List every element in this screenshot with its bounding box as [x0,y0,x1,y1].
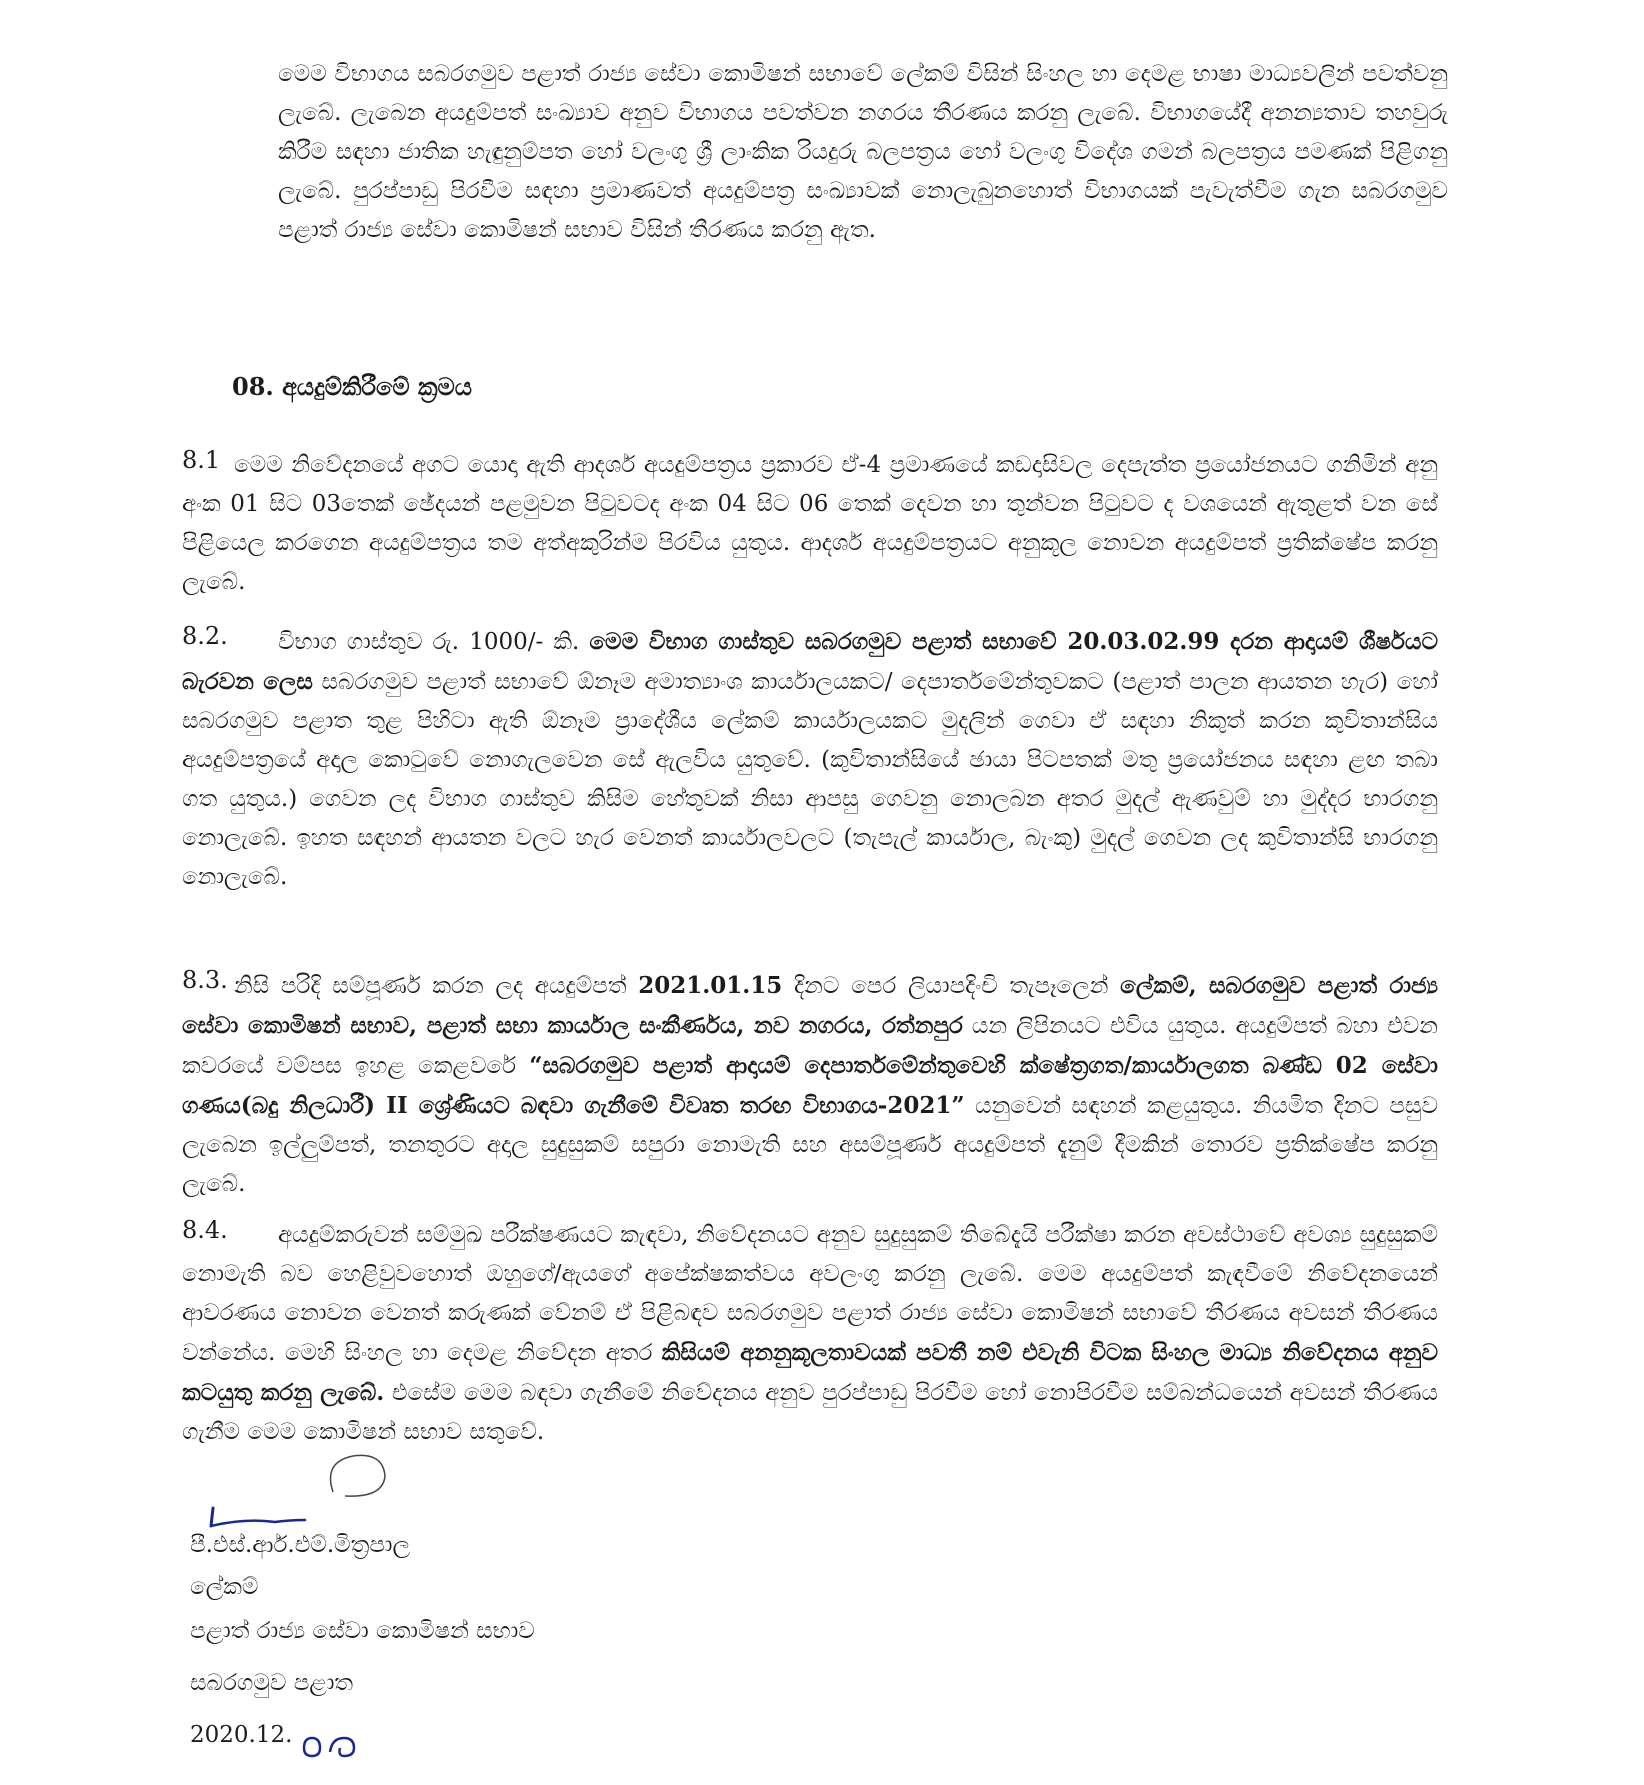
intro-paragraph: මෙම විභාගය සබරගමුව පළාත් රාජ්‍ය සේවා කොමිෂන් සභාවේ ලේකම් විසින් සිංහල හා දෙමළ භාෂා මාධ්‍යවලින් පවත්වනු ලැබේ. ලැබෙන අයදුම්පත් සංඛ්‍යාව අනුව විභාගය පවත්වන නගරය තීරණය කරනු ලැබේ. විභාගයේදී අනන්‍යතාව තහවුරු කිරීම සඳහා ජාතික හැඳුනුම්පත හෝ වලංගු ශ්‍රී ලාංකික රියදුරු බලපත්‍රය හෝ වලංගු විදේශ ගමන් බලපත්‍රය පමණක් පිළිගනු ලැබේ. පුරප්පාඩු පිරවීම සඳහා ප්‍රමාණවත් අයදුම්පත්‍ර සංඛ්‍යාවක් නොලැබුනහොත් විභාගයක් පැවැත්වීම ගැන සබරගමුව පළාත් රාජ්‍ය සේවා කොමිෂන් සභාව විසින් තීරණය කරනු ඇත. [278,61,1448,243]
section-8-2-intro: විභාග ගාස්තුව රු. 1000/- කි. [278,629,590,655]
handwritten-signature [205,1448,405,1530]
exam-title: “සබරගමුව පළාත් ආදායම් දෙපාර්තමේන්තුවෙහි ක්ෂේත්‍රගත/කාර්යාලගත බණ්ඩ 02 සේවා ගණය(බදු නිලධාරී) II ශ්‍රේණියට බඳවා ගැනීමේ විවෘත තරඟ විභාගය-2021” [182,1052,1438,1119]
section-8-4-bold: කිසියම් අනනුකූලතාවයක් පවතී නම් එවැනි විටක සිංහල මාධ්‍ය නිවේදනය අනුව කටයුතු කරනු ලැබේ. [182,1339,1438,1406]
section-heading: 08. අයදුම්කිරීමේ ක්‍රමය [232,372,473,401]
date-printed: 2020.12. [190,1722,293,1748]
section-8-2-rest: සබරගමුව පළාත් සභාවේ ඕනෑම අමාත්‍යාංශ කාර්යාලයකට/ දෙපාර්තමේන්තුවකට (පළාත් පාලන ආයතන හැර) හෝ සබරගමුව පළාත තුළ පිහිටා ඇති ඕනෑම ප්‍රාදේශීය ලේකම් කාර්යාලයකට මුදලින් ගෙවා ඒ සඳහා නිකුත් කරන කුවිතාන්සිය අයදුම්පත්‍රයේ අදාල කොටුවේ නොගැලවෙන සේ ඇලවිය යුතුවේ. (කුවිතාන්සියේ ඡායා පිටපතක් මතු ප්‍රයෝජනය සඳහා ළඟ තබා ගත යුතුය.) ගෙවන ලද විභාග ගාස්තුව කිසිම හේතුවක් නිසා ආපසු ගෙවනු නොලබන අතර මුදල් ඇණවුම් හා මුද්දර භාරගනු නොලැබේ. ඉහත සඳහන් ආයතන වලට හැර වෙනත් කාර්යාලවලට (තැපැල් කාර්යාල, බැංකු) මුදල් ගෙවන ලද කුවිතාන්සි භාරගනු නොලැබේ. [182,669,1438,890]
section-8-4-rest: එසේම මෙම බඳවා ගැනීමේ නිවේදනය අනුව පුරප්පාඩු පිරවීම හෝ නොපිරවීම සම්බන්ධයෙන් අවසන් තීරණය ගැනීම මෙම කොමිෂන් සභාව සතුවේ. [182,1380,1438,1445]
section-8-4-intro: අයදුම්කරුවන් සම්මුඛ පරීක්ෂණයට කැඳවා, නිවේදනයට අනුව සුදුසුකම් තිබේදැයි පරීක්ෂා කරන අවස්ථාවේ අවශ්‍ය සුදුසුකම් නොමැති බව හෙළිවුවහොත් ඔහුගේ/ඇයගේ අපේක්ෂකත්වය අවලංගු කරනු ලැබේ. මෙම අයදුම්පත් කැඳවීමේ නිවේදනයෙන් ආවරණය නොවන වෙනත් කරුණක් වේනම් ඒ පිළිබඳව සබරගමුව පළාත් රාජ්‍ය සේවා කොමිෂන් සභාවේ තීරණය අවසන් තීරණය වන්නේය. මෙහි සිංහල හා දෙමළ නිවේදන අතර [182,1222,1438,1366]
section-number: 8.3. [182,966,228,994]
section-8-1-text: මෙම නිවේදනයේ අගට යොදා ඇති ආදර්ශ අයදුම්පත්‍රය ප්‍රකාරව ඒ-4 ප්‍රමාණයේ කඩදාසිවල දෙපැත්ත ප්‍රයෝජනයට ගනිමින් අනු අංක 01 සිට 03තෙක් ඡේදයන් පළමුවන පිටුවටද අංක 04 සිට 06 තෙක් දෙවන හා තුන්වන පිටුවට ද වශයෙන් ඇතුළත් වන සේ පිළියෙල කරගෙන අයදුම්පත්‍රය තම අත්අකුරින්ම පිරවිය යුතුය. ආදර්ශ අයදුම්පත්‍රයට අනුකූල නොවන අයදුම්පත් ප්‍රතික්ෂේප කරනු ලැබේ. [182,452,1438,595]
deadline-date: 2021.01.15 [638,972,783,999]
handwritten-day [298,1726,368,1760]
section-8-3-text [182,966,1438,1204]
section-8-3-rest: යනුවෙන් සඳහන් කළයුතුය. නියමිත දිනට පසුව ලැබෙන ඉල්ලුම්පත්, තනතුරට අදාල සුදුසුකම් සපුරා නොමැති සහ අසම්පූර්ණ අයදුම්පත් දැනුම් දීමකින් තොරව ප්‍රතික්ෂේප කරනු ලැබේ. [182,1093,1438,1197]
postal-address: ලේකම්, සබරගමුව පළාත් රාජ්‍ය සේවා කොමිෂන් සභාව, පළාත් සභා කාර්යාල සංකීර්ණය, නව නගරය, රත්නපුර [182,972,1439,1039]
section-number: 8.1 [182,446,221,474]
signatory-name: පී.එස්.ආර්.එම්.මිත්‍රපාල [190,1532,411,1558]
section-8-2-text [182,622,1438,897]
signatory-organization: පළාත් රාජ්‍ය සේවා කොමිෂන් සභාව [190,1618,535,1644]
signatory-title: ලේකම් [190,1574,259,1600]
section-number: 8.2. [182,622,228,650]
section-8-3-envelope: යන ලිපිනයට එවිය යුතුය. අයදුම්පත් බහා එවන කවරයේ වම්පස ඉහළ කෙළවරේ [182,1013,1438,1079]
signatory-province: සබරගමුව පළාත [190,1670,354,1696]
section-8-4-text [182,1216,1438,1452]
section-8-3-intro: නිසි පරිදි සම්පූර්ණ කරන ලද අයදුම්පත් [234,973,639,999]
section-number: 8.4. [182,1216,228,1244]
section-8-2-bold: මෙම විභාග ගාස්තුව සබරගමුව පළාත් සභාවේ 20.03.02.99 දරන ආදායම් ශීර්ෂයට බැරවන ලෙස [182,628,1438,695]
section-8-3-mid: දිනට පෙර ලියාපදිංචි තැපෑලෙන් [782,973,1121,999]
